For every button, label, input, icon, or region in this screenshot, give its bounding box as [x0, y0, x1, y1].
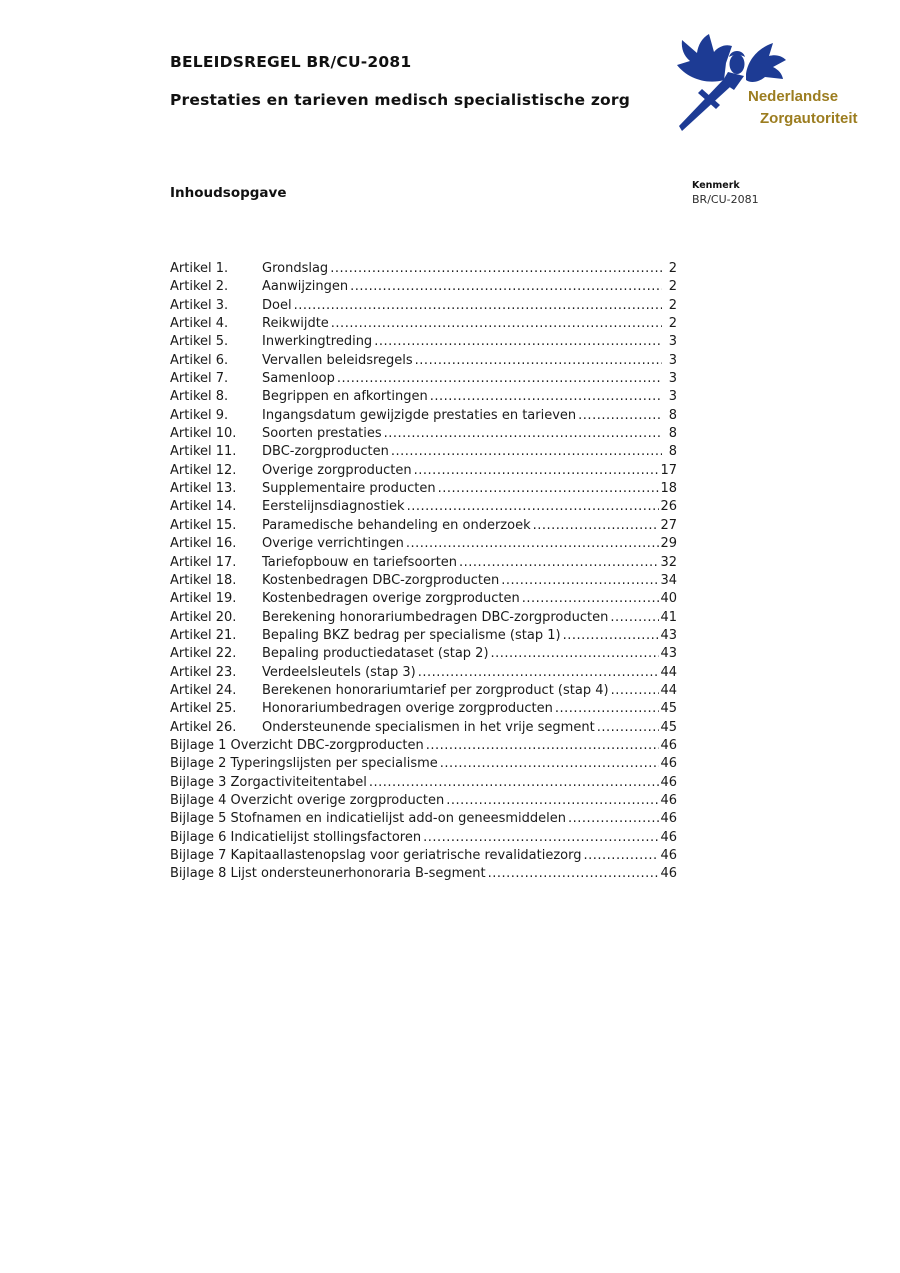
toc-dot-leader: [294, 297, 662, 315]
toc-dot-leader: [407, 498, 660, 516]
toc-entry-page: 8: [668, 407, 677, 423]
toc-dot-leader: [578, 407, 662, 425]
toc-row: [170, 627, 677, 645]
toc-entry-label: Artikel 18.: [170, 572, 237, 588]
kenmerk-value: BR/CU-2081: [692, 192, 759, 206]
toc-entry-page: 8: [668, 426, 677, 442]
toc-row: [170, 847, 677, 865]
toc-dot-leader: [430, 388, 662, 406]
toc-row: [170, 554, 677, 572]
toc-dot-leader: [337, 370, 662, 388]
toc-entry-label: Artikel 25.: [170, 701, 237, 717]
toc-entry-label: Artikel 9.: [170, 407, 229, 423]
toc-entry-label: Artikel 4.: [170, 316, 229, 332]
toc-entry-title: Ingangsdatum gewijzigde prestaties en tarieven: [262, 407, 577, 423]
toc-entry-page: 2: [668, 297, 677, 313]
toc-entry-title: Grondslag: [262, 261, 329, 276]
toc-entry-label: Artikel 6.: [170, 352, 229, 368]
toc-entry-title: Paramedische behandeling en onderzoek: [262, 517, 531, 533]
toc-entry-title: DBC-zorgproducten: [262, 444, 389, 460]
toc-entry-label: Artikel 26.: [170, 719, 237, 735]
toc-entry-title: Honorariumbedragen overige zorgproducten: [262, 701, 553, 717]
toc-entry-label: Artikel 21.: [170, 627, 237, 643]
toc-heading: Inhoudsopgave: [170, 185, 287, 201]
toc-row: [170, 498, 677, 516]
toc-entry-page: 40: [660, 591, 677, 607]
toc-entry-title: Samenloop: [262, 371, 335, 387]
toc-dot-leader: [374, 333, 662, 351]
toc-entry-title: Verdeelsleutels (stap 3): [262, 664, 416, 680]
toc-entry-title: Begrippen en afkortingen: [262, 389, 428, 405]
toc-entry-title: Bijlage 6 Indicatielijst stollingsfactoren: [170, 829, 422, 845]
toc-entry-page: 2: [668, 316, 677, 332]
toc-entry-page: 3: [668, 352, 677, 368]
toc-entry-title: Bijlage 5 Stofnamen en indicatielijst add-on geneesmiddelen: [170, 811, 566, 827]
toc-entry-title: Berekenen honorariumtarief per zorgproduct (stap 4): [262, 682, 609, 698]
toc-entry-page: 3: [668, 371, 677, 387]
toc-row: [170, 645, 677, 663]
toc-entry-title: Bijlage 1 Overzicht DBC-zorgproducten: [170, 737, 424, 753]
toc-entry-page: 46: [660, 756, 677, 772]
toc-entry-title: Bijlage 3 Zorgactiviteitentabel: [170, 774, 367, 790]
toc-dot-leader: [610, 609, 659, 627]
toc-row: [170, 425, 677, 443]
toc-entry-page: 45: [660, 701, 677, 717]
toc-dot-leader: [350, 278, 662, 296]
toc-row: [170, 352, 677, 370]
toc-entry-label: Artikel 20.: [170, 609, 237, 625]
toc-row: [170, 792, 677, 810]
toc-entry-label: Artikel 7.: [170, 371, 229, 387]
toc-dot-leader: [563, 627, 660, 645]
toc-entry-page: 44: [660, 682, 677, 698]
toc-entry-page: 46: [660, 792, 677, 808]
toc-entry-page: 18: [660, 481, 677, 497]
toc-entry-title: Bepaling BKZ bedrag per specialisme (stap 1): [262, 627, 561, 643]
toc-entry-title: Berekening honorariumbedragen DBC-zorgproducten: [262, 609, 609, 625]
toc-entry-label: Artikel 8.: [170, 389, 229, 405]
toc-row: [170, 407, 677, 425]
toc-entry-label: Artikel 1.: [170, 261, 229, 276]
toc-entry-page: 46: [660, 866, 677, 882]
toc-entry-title: Bepaling productiedataset (stap 2): [262, 646, 489, 662]
toc-dot-leader: [522, 590, 660, 608]
toc-row: [170, 810, 677, 828]
toc-entry-title: Vervallen beleidsregels: [262, 352, 413, 368]
toc-row: [170, 517, 677, 535]
toc-entry-page: 46: [660, 829, 677, 845]
toc-entry-page: 2: [668, 261, 677, 276]
toc-row: [170, 737, 677, 755]
toc-dot-leader: [391, 443, 662, 461]
kenmerk-label: Kenmerk: [692, 180, 740, 191]
toc-entry-label: Artikel 22.: [170, 646, 237, 662]
toc-entry-page: 46: [660, 774, 677, 790]
toc-entry-label: Artikel 19.: [170, 591, 237, 607]
toc-entry-page: 3: [668, 389, 677, 405]
toc-entry-label: Artikel 5.: [170, 334, 229, 350]
toc-entry-label: Artikel 3.: [170, 297, 229, 313]
toc-row: [170, 462, 677, 480]
toc-entry-title: Soorten prestaties: [262, 426, 382, 442]
toc-entry-title: Bijlage 7 Kapitaallastenopslag voor geriatrische revalidatiezorg: [170, 848, 582, 863]
toc-row: [170, 664, 677, 682]
toc-row: [170, 333, 677, 351]
toc-entry-title: Kostenbedragen overige zorgproducten: [262, 591, 520, 607]
toc-dot-leader: [440, 755, 660, 773]
toc-entry-label: Artikel 2.: [170, 279, 229, 295]
toc-dot-leader: [331, 315, 662, 333]
logo-wordmark-line1: Nederlandse: [748, 88, 839, 105]
toc-entry-title: Supplementaire producten: [262, 481, 436, 497]
toc-entry-label: Artikel 23.: [170, 664, 237, 680]
toc-entry-title: Bijlage 8 Lijst ondersteunerhonoraria B-segment: [170, 866, 486, 882]
toc-entry-label: Artikel 24.: [170, 682, 237, 698]
toc-entry-title: Inwerkingtreding: [262, 334, 373, 350]
logo-wordmark-line2: Zorgautoriteit: [760, 110, 858, 127]
toc-list: [170, 260, 677, 884]
toc-entry-page: 34: [660, 572, 677, 588]
toc-entry-title: Kostenbedragen DBC-zorgproducten: [262, 572, 500, 588]
toc-dot-leader: [415, 352, 662, 370]
toc-entry-page: 44: [660, 664, 677, 680]
toc-entry-title: Eerstelijnsdiagnostiek: [262, 499, 405, 515]
toc-dot-leader: [418, 664, 660, 682]
page-subtitle: Prestaties en tarieven medisch specialistische zorg: [170, 91, 631, 109]
toc-entry-label: Artikel 13.: [170, 481, 237, 497]
toc-entry-label: Artikel 10.: [170, 426, 237, 442]
toc-row: [170, 829, 677, 847]
toc-row: [170, 590, 677, 608]
toc-row: [170, 609, 677, 627]
page-title: BELEIDSREGEL BR/CU-2081: [170, 53, 412, 71]
toc-dot-leader: [597, 719, 660, 737]
toc-dot-leader: [611, 682, 660, 700]
toc-entry-page: 45: [660, 719, 677, 735]
toc-entry-title: Aanwijzingen: [262, 279, 349, 295]
toc-entry-label: Artikel 15.: [170, 517, 237, 533]
kenmerk-block: [692, 179, 759, 206]
toc-dot-leader: [414, 462, 660, 480]
toc-entry-page: 41: [660, 609, 677, 625]
toc-dot-leader: [488, 865, 660, 883]
toc-row: [170, 719, 677, 737]
toc-dot-leader: [446, 792, 659, 810]
toc-row: [170, 370, 677, 388]
toc-entry-title: Doel: [262, 297, 292, 313]
toc-entry-page: 26: [660, 499, 677, 515]
toc-row: [170, 535, 677, 553]
toc-dot-leader: [533, 517, 660, 535]
toc-row: [170, 755, 677, 773]
toc-entry-label: Artikel 16.: [170, 536, 237, 552]
toc-entry-page: 29: [660, 536, 677, 552]
toc-dot-leader: [423, 829, 659, 847]
toc-row: [170, 774, 677, 792]
toc-dot-leader: [555, 700, 660, 718]
nza-logo: [668, 30, 888, 140]
toc-entry-title: Tariefopbouw en tariefsoorten: [262, 554, 458, 570]
toc-dot-leader: [584, 847, 660, 865]
toc-dot-leader: [459, 554, 659, 572]
toc-dot-leader: [384, 425, 662, 443]
toc-entry-page: 46: [660, 737, 677, 753]
toc-entry-page: 2: [668, 279, 677, 295]
toc-entry-title: Bijlage 2 Typeringslijsten per specialisme: [170, 756, 438, 772]
toc-entry-page: 46: [660, 811, 677, 827]
toc-dot-leader: [501, 572, 659, 590]
toc-row: [170, 865, 677, 883]
toc-entry-title: Reikwijdte: [262, 316, 329, 332]
toc-row: [170, 297, 677, 315]
toc-entry-title: Overige verrichtingen: [262, 536, 404, 552]
toc-entry-label: Artikel 11.: [170, 444, 237, 460]
toc-dot-leader: [568, 810, 659, 828]
toc-row: [170, 260, 677, 278]
toc-entry-title: Overige zorgproducten: [262, 462, 412, 478]
toc-entry-page: 32: [660, 554, 677, 570]
toc-entry-label: Artikel 14.: [170, 499, 237, 515]
toc-row: [170, 480, 677, 498]
toc-dot-leader: [491, 645, 660, 663]
toc-entry-page: 17: [660, 462, 677, 478]
toc-entry-label: Artikel 17.: [170, 554, 237, 570]
toc-row: [170, 700, 677, 718]
toc-entry-page: 3: [668, 334, 677, 350]
toc-entry-page: 46: [660, 848, 677, 863]
toc-entry-page: 43: [660, 646, 677, 662]
toc-row: [170, 278, 677, 296]
toc-row: [170, 388, 677, 406]
toc-entry-page: 27: [660, 517, 677, 533]
toc-dot-leader: [330, 260, 662, 278]
toc-row: [170, 572, 677, 590]
toc-entry-page: 43: [660, 627, 677, 643]
toc-dot-leader: [369, 774, 660, 792]
toc-dot-leader: [406, 535, 660, 553]
toc-dot-leader: [438, 480, 660, 498]
toc-entry-title: Bijlage 4 Overzicht overige zorgproducten: [170, 792, 445, 808]
toc-entry-label: Artikel 12.: [170, 462, 237, 478]
toc-entry-page: 8: [668, 444, 677, 460]
toc-row: [170, 682, 677, 700]
toc-row: [170, 443, 677, 461]
toc-row: [170, 315, 677, 333]
toc-entry-title: Ondersteunende specialismen in het vrije segment: [262, 719, 595, 735]
toc-dot-leader: [426, 737, 660, 755]
